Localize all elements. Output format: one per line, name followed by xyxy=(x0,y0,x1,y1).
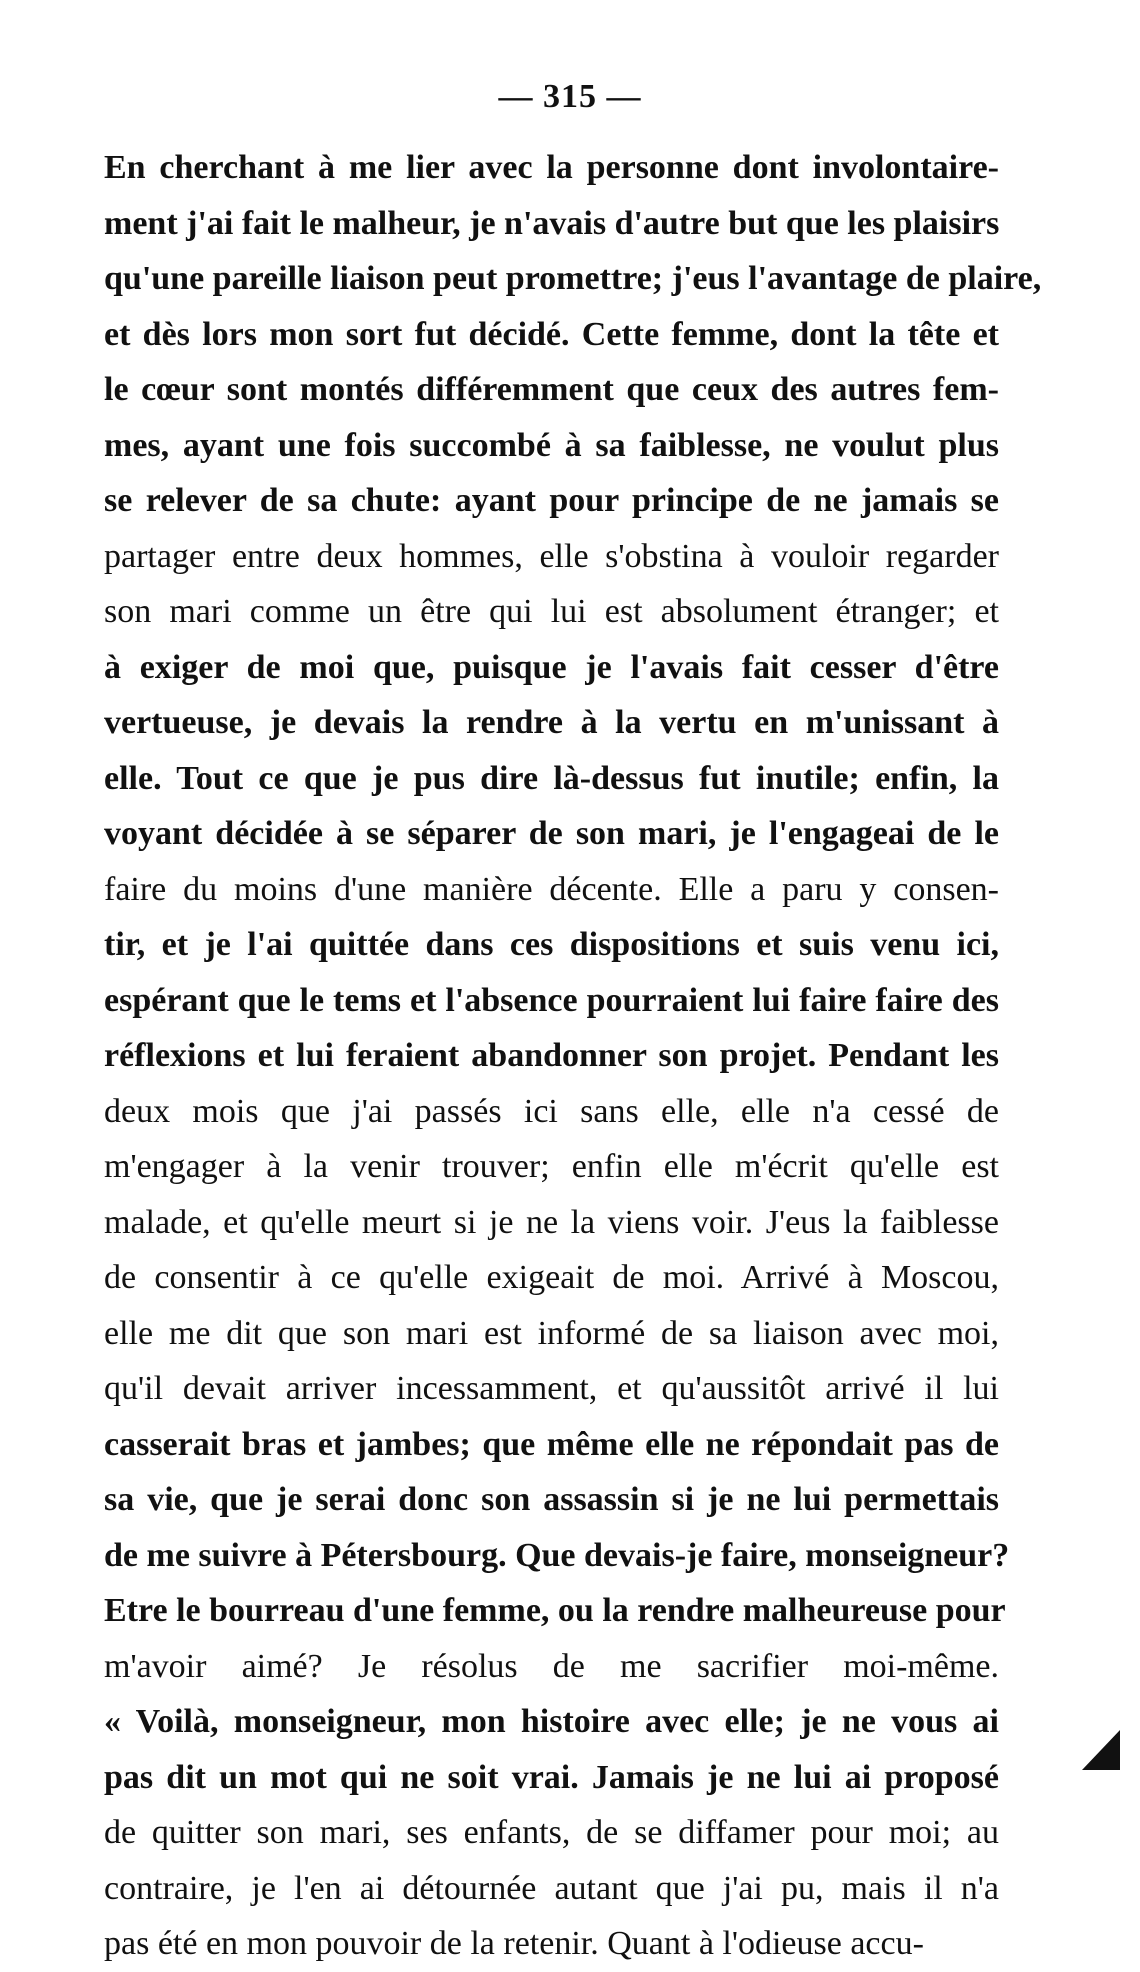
text-line: qu'il devait arriver incessamment, et qu'aussitôt arrivé il lui xyxy=(104,1370,999,1407)
text-line: mes, ayant une fois succombé à sa faiblesse, ne voulut plus xyxy=(104,426,999,464)
text-line: Etre le bourreau d'une femme, ou la rendre malheureuse pour xyxy=(104,1592,1006,1629)
ink-smudge-mark xyxy=(1082,1730,1120,1770)
text-line: elle me dit que son mari est informé de sa liaison avec moi, xyxy=(104,1314,999,1352)
text-line: m'engager à la venir trouver; enfin elle m'écrit qu'elle est xyxy=(104,1148,999,1185)
text-line: ment j'ai fait le malheur, je n'avais d'autre but que les plaisirs xyxy=(104,204,1000,242)
text-line: se relever de sa chute: ayant pour principe de ne jamais se xyxy=(104,482,999,519)
text-line: réflexions et lui feraient abandonner son projet. Pendant les xyxy=(104,1037,999,1074)
text-line: malade, et qu'elle meurt si je ne la viens voir. J'eus la faiblesse xyxy=(104,1203,999,1241)
text-line: son mari comme un être qui lui est absolument étranger; et xyxy=(104,593,999,630)
text-line: faire du moins d'une manière décente. Elle a paru y consen- xyxy=(104,870,999,908)
text-line: En cherchant à me lier avec la personne dont involontaire- xyxy=(104,149,999,186)
page-number: — 315 — xyxy=(498,78,642,115)
text-line: à exiger de moi que, puisque je l'avais fait cesser d'être xyxy=(104,648,999,686)
text-line: tir, et je l'ai quittée dans ces dispositions et suis venu ici, xyxy=(104,926,999,963)
text-line: de me suivre à Pétersbourg. Que devais-je faire, monseigneur? xyxy=(104,1536,1010,1574)
text-line: m'avoir aimé? Je résolus de me sacrifier moi-même. xyxy=(104,1647,999,1685)
text-line: de consentir à ce qu'elle exigeait de moi. Arrivé à Moscou, xyxy=(104,1259,999,1296)
text-line: pas été en mon pouvoir de la retenir. Quant à l'odieuse accu- xyxy=(104,1925,924,1962)
body-text xyxy=(104,140,1042,1972)
text-line: de quitter son mari, ses enfants, de se diffamer pour moi; au xyxy=(104,1814,999,1851)
text-line: le cœur sont montés différemment que ceux des autres fem- xyxy=(104,371,999,408)
text-line: qu'une pareille liaison peut promettre; j'eus l'avantage de plaire, xyxy=(104,260,1042,297)
text-line: partager entre deux hommes, elle s'obstina à vouloir regarder xyxy=(104,537,999,575)
text-line: casserait bras et jambes; que même elle ne répondait pas de xyxy=(104,1425,999,1463)
text-line: « Voilà, monseigneur, mon histoire avec elle; je ne vous ai xyxy=(104,1703,999,1740)
text-line: pas dit un mot qui ne soit vrai. Jamais je ne lui ai proposé xyxy=(104,1758,999,1796)
text-line: elle. Tout ce que je pus dire là-dessus fut inutile; enfin, la xyxy=(104,759,999,797)
text-line: contraire, je l'en ai détournée autant que j'ai pu, mais il n'a xyxy=(104,1869,999,1907)
text-line: et dès lors mon sort fut décidé. Cette femme, dont la tête et xyxy=(104,315,999,353)
text-line: espérant que le tems et l'absence pourraient lui faire faire des xyxy=(104,981,999,1019)
text-line: deux mois que j'ai passés ici sans elle, elle n'a cessé de xyxy=(104,1092,999,1130)
text-line: vertueuse, je devais la rendre à la vertu en m'unissant à xyxy=(104,704,999,741)
text-line: sa vie, que je serai donc son assassin si je ne lui permettais xyxy=(104,1481,999,1518)
text-line: voyant décidée à se séparer de son mari, je l'engageai de le xyxy=(104,815,999,852)
